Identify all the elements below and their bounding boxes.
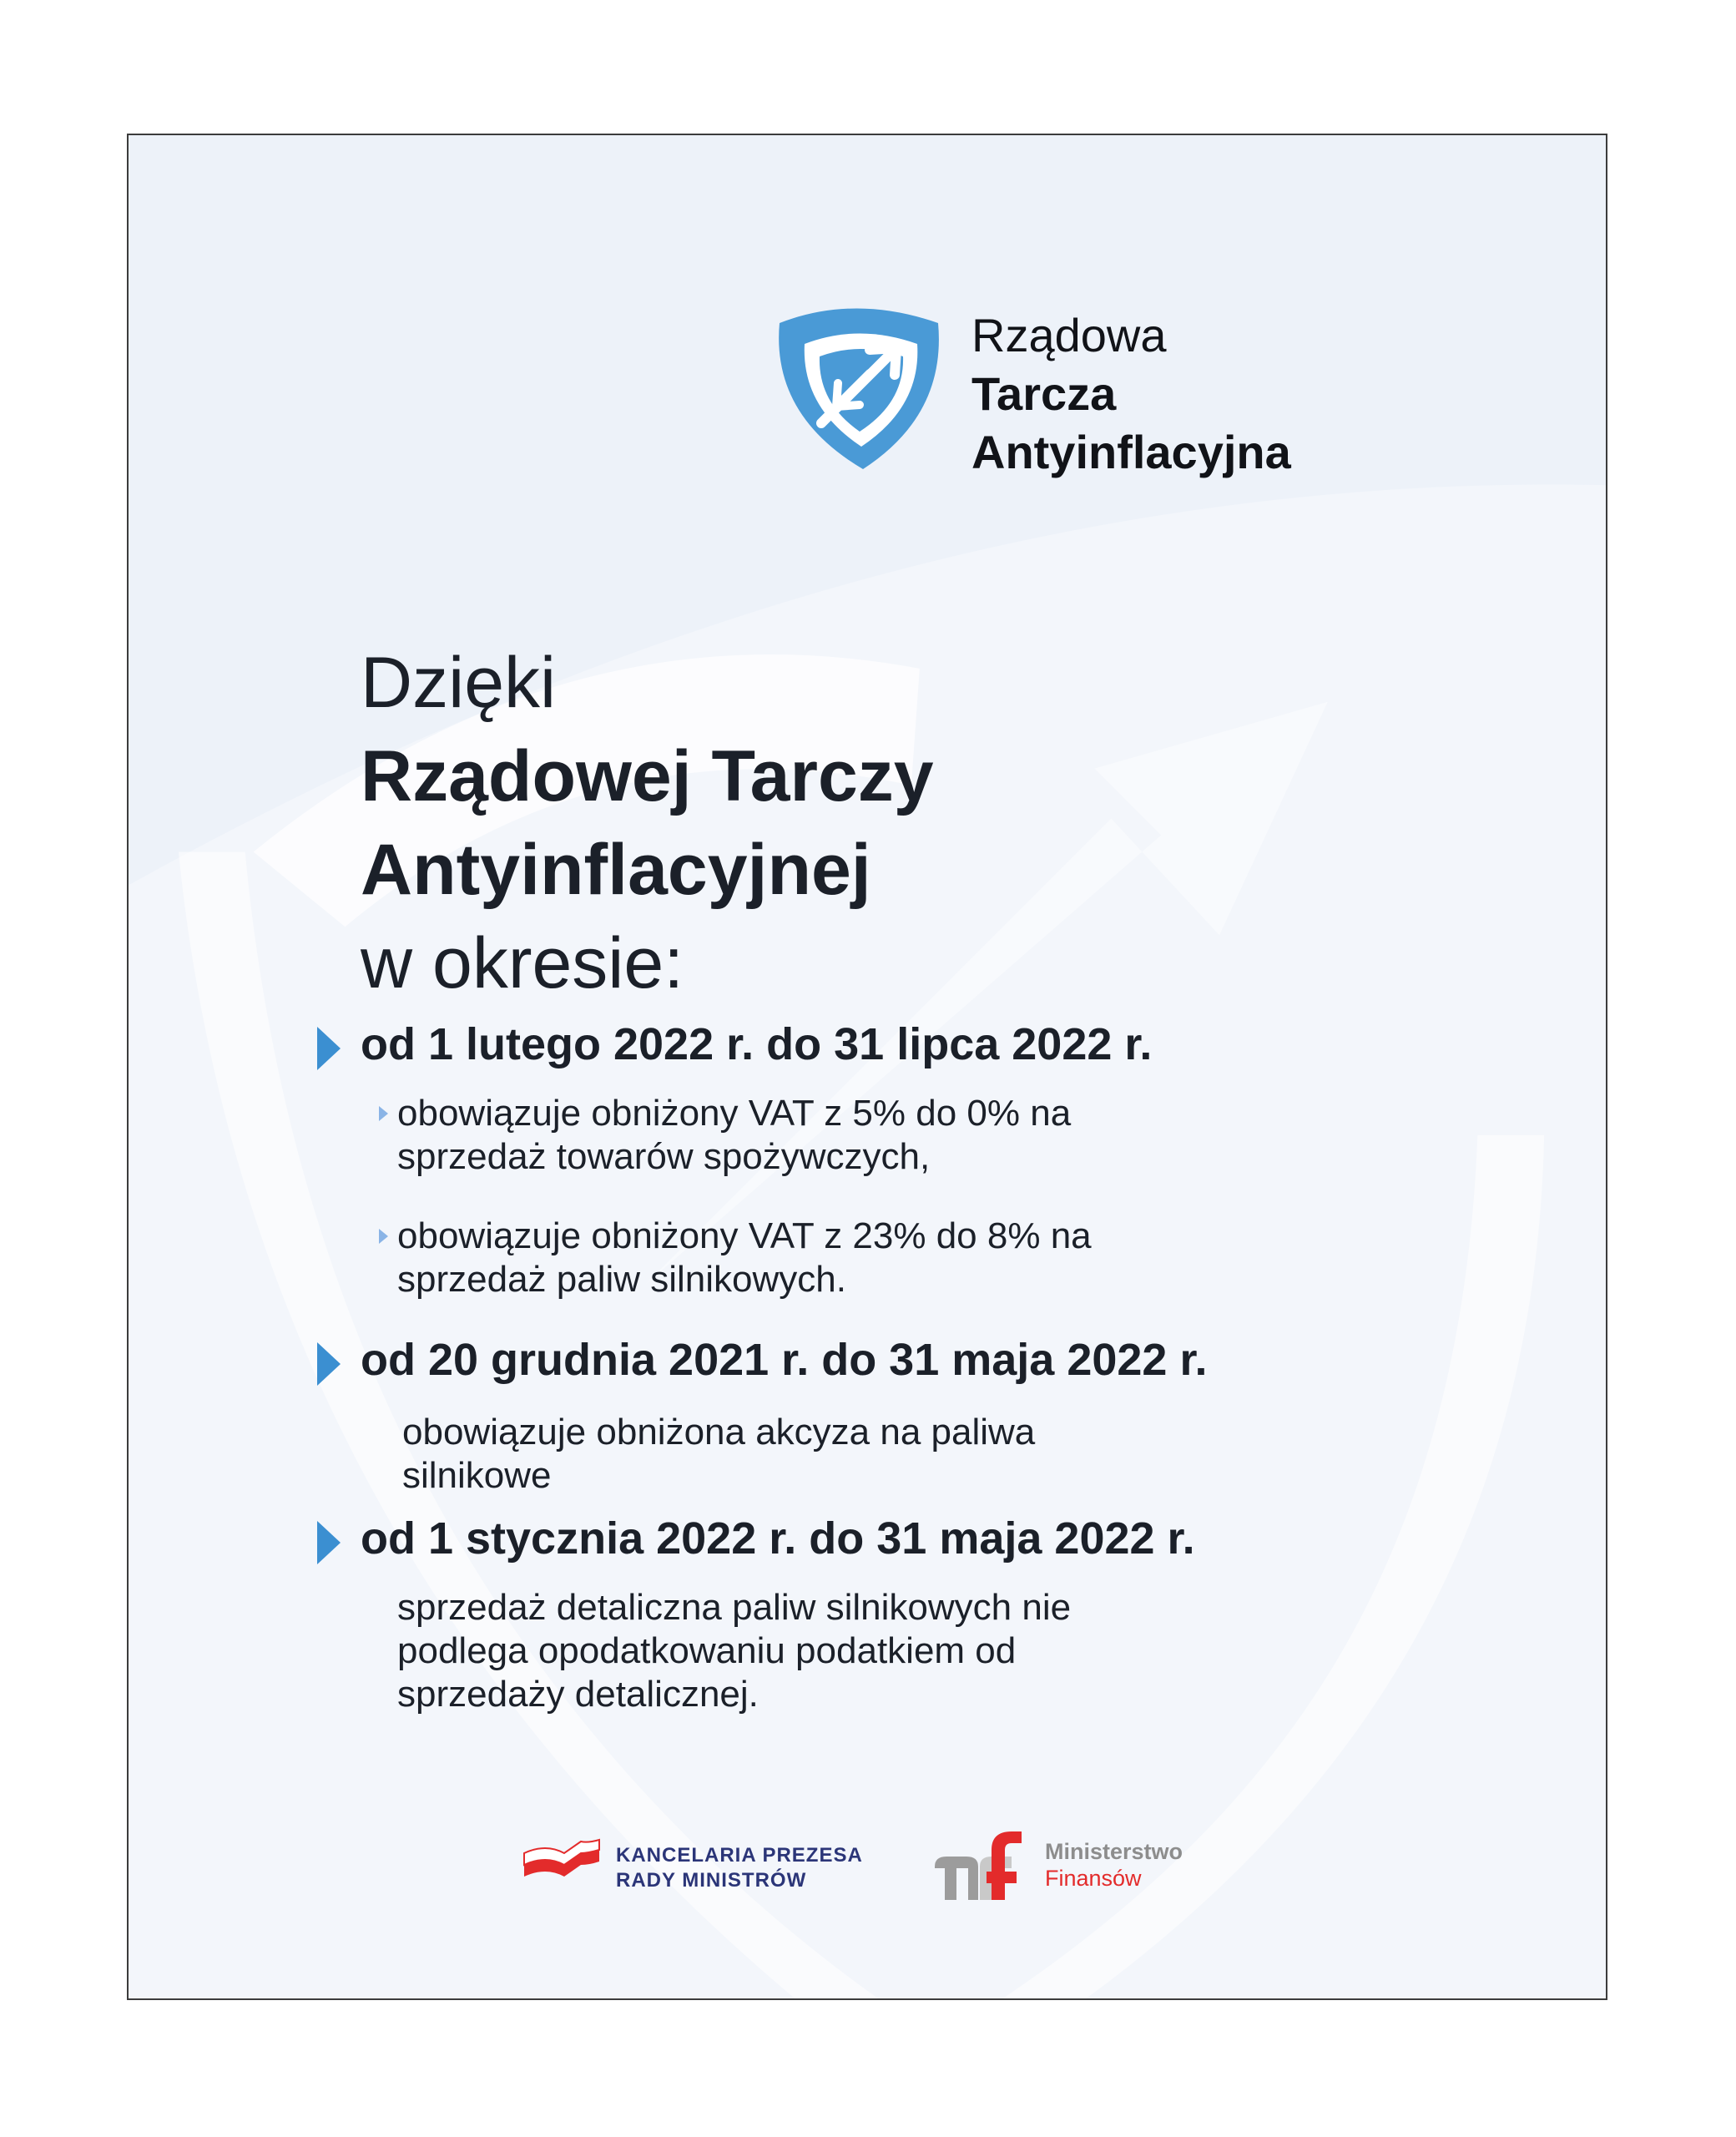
mf-logo: [928, 1825, 1028, 1900]
shield-icon: [771, 298, 955, 482]
mf-text: [1045, 1838, 1183, 1892]
period-3-item-1-line-3: sprzedaży detalicznej.: [397, 1674, 759, 1715]
period-1-item-1: [397, 1092, 1315, 1179]
period-1-arrow-icon: [317, 1027, 341, 1070]
headline-line-2: Rządowej Tarczy: [361, 736, 934, 816]
period-1-item-2-line-1: obowiązuje obniżony VAT z 23% do 8% na: [397, 1215, 1092, 1256]
headline-line-4: w okresie:: [361, 923, 684, 1003]
headline-line-3: Antyinflacyjnej: [361, 830, 871, 910]
period-2-item-1-line-2: silnikowe: [402, 1455, 552, 1496]
headline: [361, 636, 934, 1010]
period-3-item-1: [397, 1586, 1315, 1716]
logo-line-1: Rządowa: [971, 309, 1167, 361]
period-2-item-1: [402, 1411, 1320, 1498]
poster-frame: [127, 134, 1607, 2000]
period-3-item-1-line-1: sprzedaż detaliczna paliw silnikowych nie: [397, 1587, 1072, 1628]
logo-line-2: Tarcza: [971, 367, 1117, 420]
kprm-flag-logo: [521, 1835, 604, 1885]
period-3-item-1-line-2: podlega opodatkowaniu podatkiem od: [397, 1630, 1017, 1671]
period-2-item-1-line-1: obowiązuje obniżona akcyza na paliwa: [402, 1412, 1036, 1452]
headline-line-1: Dzięki: [361, 643, 557, 723]
kprm-text: [616, 1843, 863, 1893]
period-1-item-2-line-2: sprzedaż paliw silnikowych.: [397, 1259, 846, 1300]
period-3-title: od 1 stycznia 2022 r. do 31 maja 2022 r.: [361, 1513, 1195, 1564]
period-1-title: od 1 lutego 2022 r. do 31 lipca 2022 r.: [361, 1019, 1153, 1069]
mf-line-1: Ministerstwo: [1045, 1839, 1183, 1864]
logo-line-3: Antyinflacyjna: [971, 426, 1291, 478]
period-1-item-1-line-1: obowiązuje obniżony VAT z 5% do 0% na: [397, 1093, 1072, 1134]
kprm-line-2: RADY MINISTRÓW: [616, 1869, 807, 1892]
period-1-item-1-line-2: sprzedaż towarów spożywczych,: [397, 1136, 931, 1177]
period-2-arrow-icon: [317, 1342, 341, 1386]
item-1-arrow-icon: [379, 1106, 388, 1121]
mf-line-2: Finansów: [1045, 1866, 1142, 1891]
period-2-title: od 20 grudnia 2021 r. do 31 maja 2022 r.: [361, 1335, 1208, 1385]
item-2-arrow-icon: [379, 1229, 388, 1244]
kprm-line-1: KANCELARIA PREZESA: [616, 1844, 863, 1867]
period-3-arrow-icon: [317, 1521, 341, 1564]
period-1-item-2: [397, 1215, 1315, 1301]
tarcza-logo: [771, 298, 1606, 498]
